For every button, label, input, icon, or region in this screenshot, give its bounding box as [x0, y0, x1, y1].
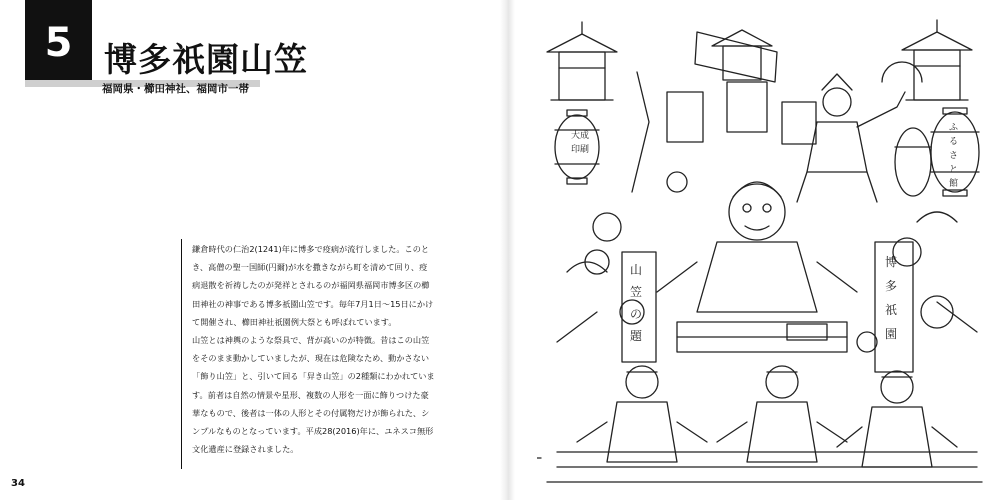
- carrier-figure-center: [717, 366, 847, 462]
- svg-text:と: と: [949, 165, 959, 175]
- chapter-number-block: [25, 0, 92, 80]
- svg-text:笠: 笠: [630, 285, 643, 299]
- chapter-title: 博多祇園山笠: [104, 40, 308, 79]
- signboard-left: [622, 252, 656, 362]
- page-number: 34: [11, 478, 25, 489]
- yamakasa-illustration: [537, 12, 989, 488]
- svg-text:多: 多: [885, 279, 898, 293]
- location-subtitle: 福岡県・櫛田神社、福岡市一帯: [102, 83, 249, 95]
- chapter-number: 5: [44, 20, 73, 66]
- svg-text:題: 題: [630, 329, 643, 343]
- body-text-rule: [181, 239, 182, 469]
- svg-text:園: 園: [885, 327, 898, 341]
- flower-decorations: [557, 172, 977, 352]
- svg-text:る: る: [949, 137, 959, 147]
- body-paragraph: 鎌倉時代の仁治2(1241)年に博多で疫病が流行しました。このとき、高僧の聖一国師(円爾)が水を撒きながら町を清めて回り、疫病退散を祈祷したのが発祥とされるのが福岡県福岡市博多区の櫛田神社の神事である博多祇園山笠です。毎年7月1日〜15日にかけて開催され、櫛田神社祇園例大祭とも呼ばれています。: [192, 244, 434, 327]
- svg-text:の: の: [630, 307, 643, 321]
- oni-figure-center: [657, 182, 857, 312]
- carrier-figure-left: [577, 366, 707, 462]
- body-text: [192, 240, 435, 458]
- right-page: [515, 0, 1000, 500]
- svg-text:山: 山: [630, 263, 643, 277]
- book-gutter: [500, 0, 515, 500]
- roof-ornament-right: [902, 20, 972, 100]
- svg-text:大成: 大成: [571, 131, 590, 141]
- roof-ornament-left: [547, 22, 617, 100]
- svg-text:印刷: 印刷: [571, 145, 590, 155]
- lantern-right: [895, 108, 979, 196]
- svg-text:さ: さ: [949, 151, 959, 161]
- artist-signature: [537, 452, 541, 476]
- svg-text:ふ: ふ: [949, 123, 959, 133]
- body-paragraph: 山笠とは神輿のような祭具で、背が高いのが特徴。昔はこの山笠をそのまま動かしていましたが、現在は危険なため、動かさない「飾り山笠」と、引いて回る「舁き山笠」の2種類にわかれています。前者は自然の情景や星形、複数の人形を一面に飾りつけた豪華なもので、後者は一体の人形とその付属物だけが飾られた、シンプルなものとなっています。平成28(2016)年に、ユネスコ無形文化遺産に登録されました。: [192, 335, 435, 455]
- float-platform: [677, 322, 847, 352]
- signboard-right: [875, 242, 913, 372]
- svg-text:祇: 祇: [885, 303, 898, 317]
- svg-text:館: 館: [949, 179, 959, 189]
- banner-top: [632, 32, 816, 192]
- carrying-poles: [547, 452, 982, 482]
- lantern-left: [555, 110, 599, 184]
- svg-text:博: 博: [885, 255, 898, 269]
